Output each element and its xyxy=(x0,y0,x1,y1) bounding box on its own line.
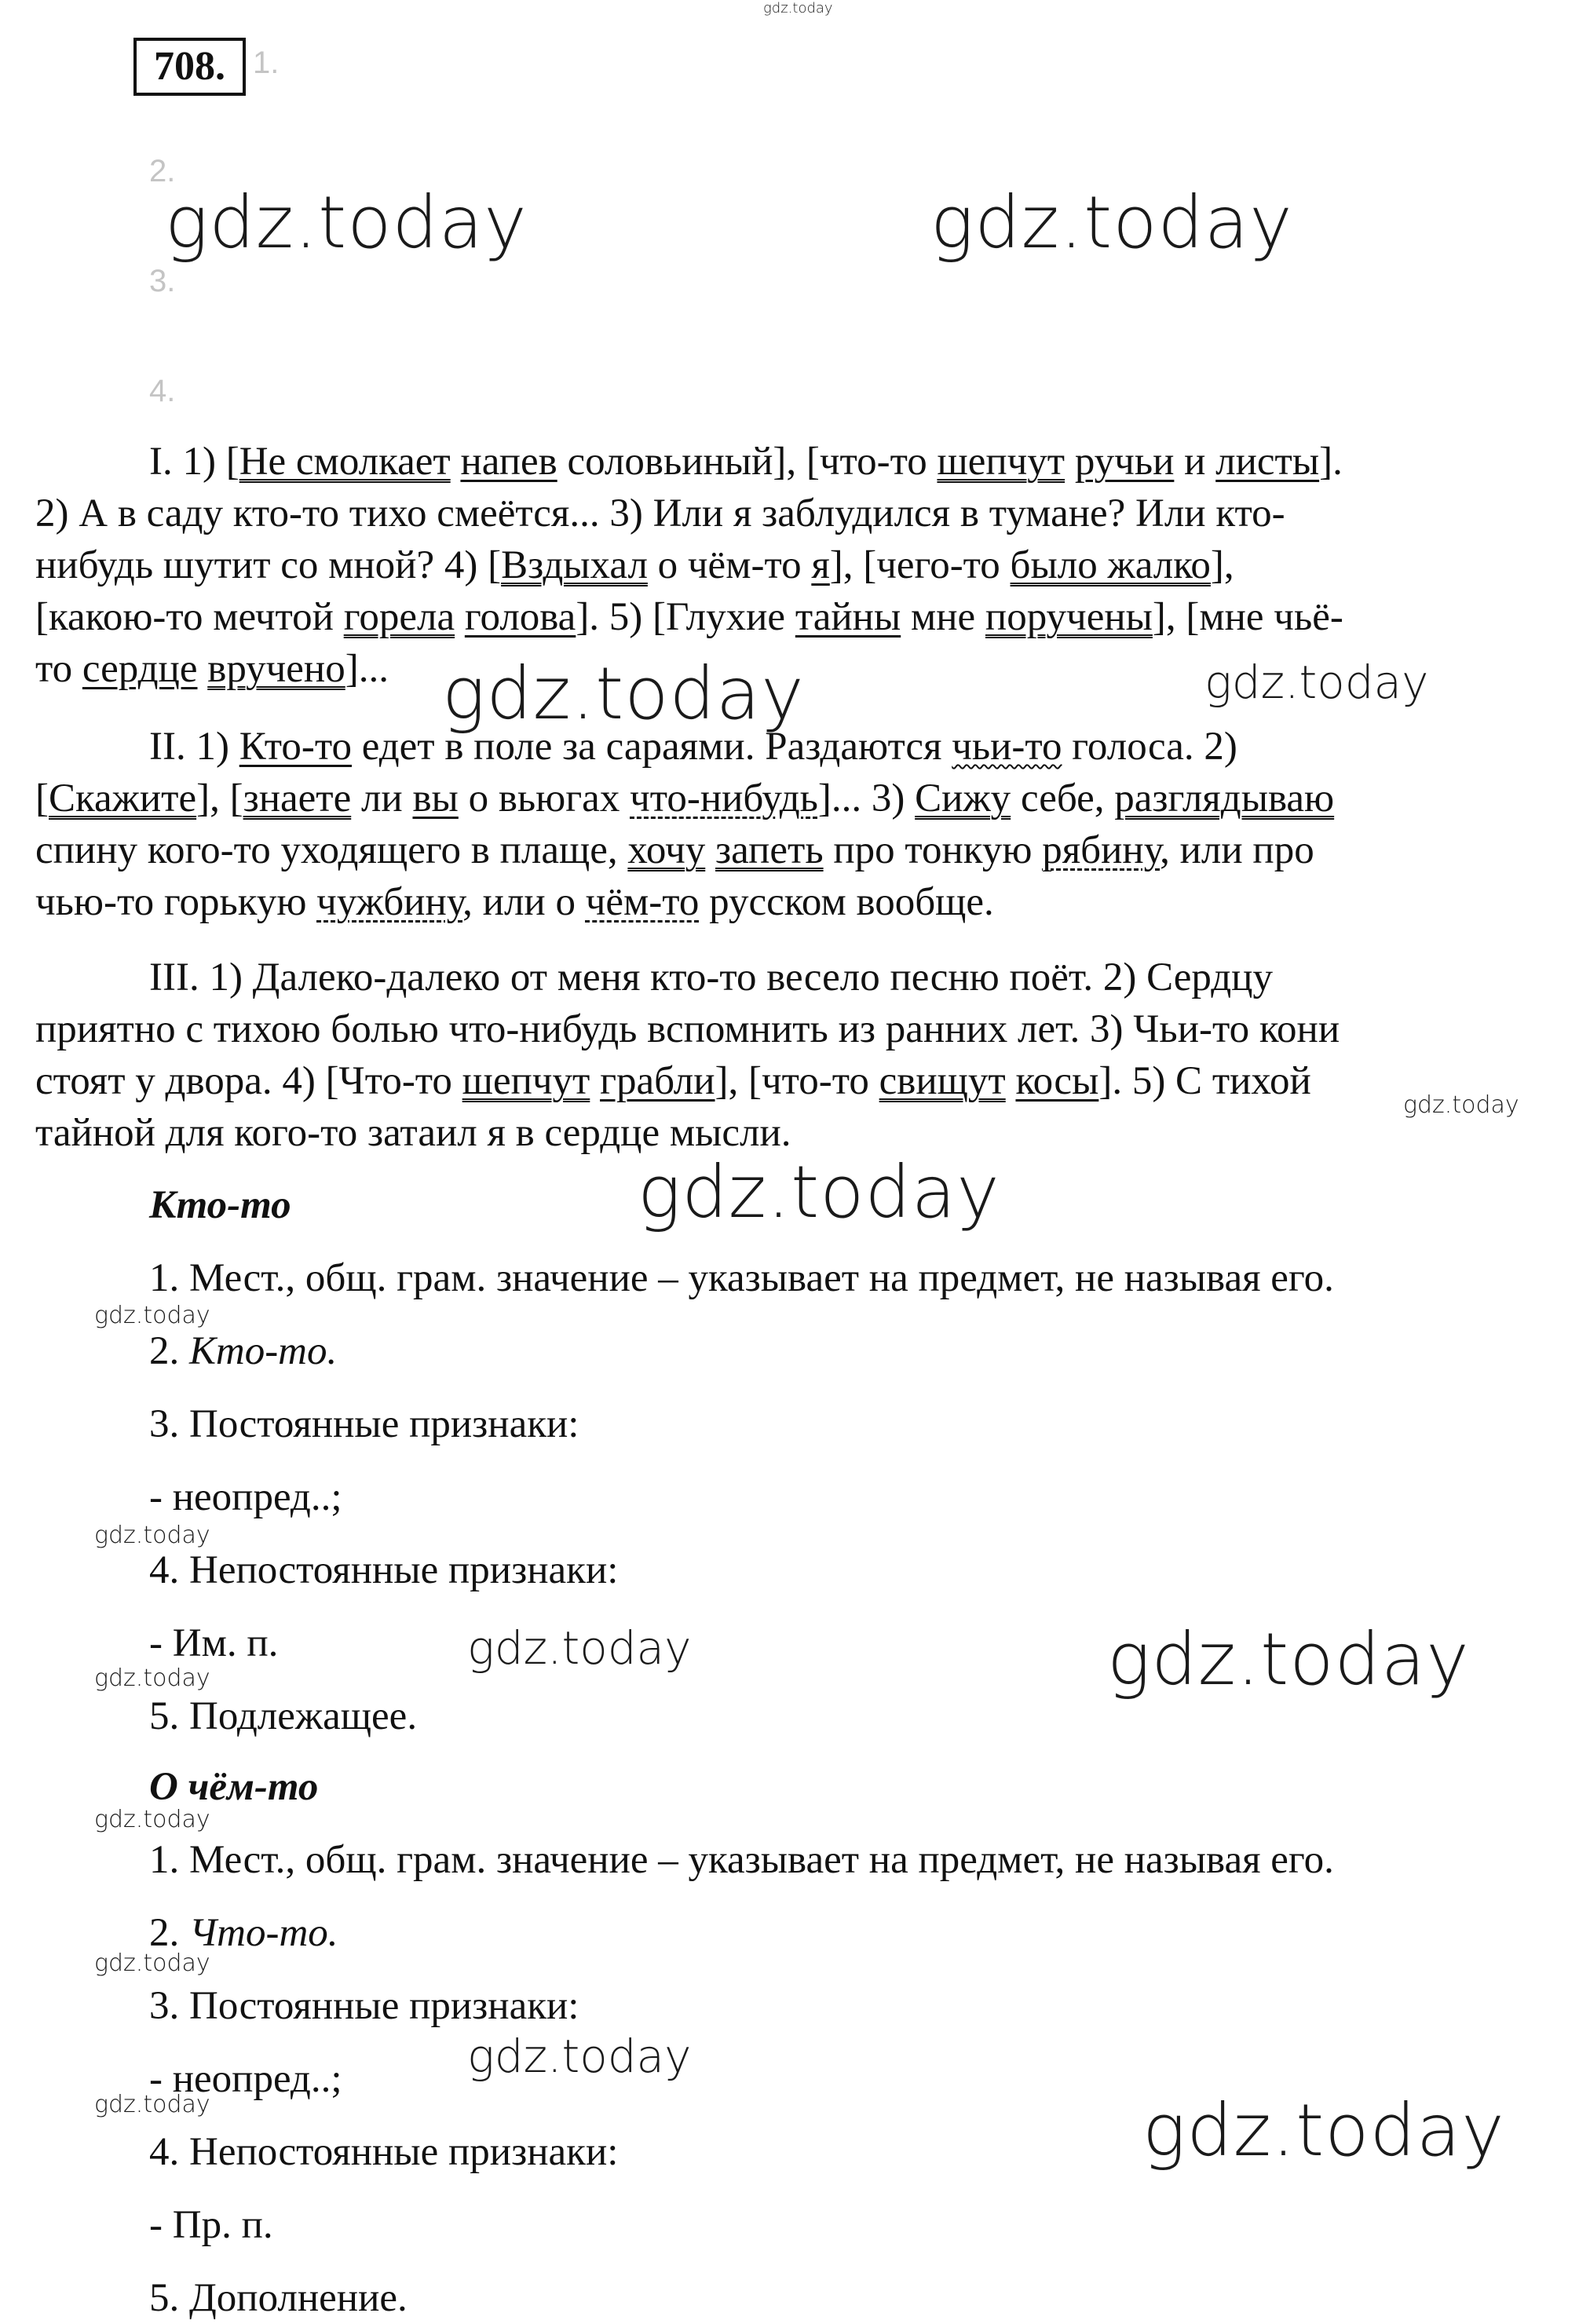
parse1-item-4-value: - Им. п. xyxy=(149,1621,279,1665)
s2-line-2: [Скажите], [знаете ли вы о вьюгах что-нибудь]... 3) Сижу себе, разглядываю xyxy=(35,776,1335,820)
watermark: gdz.today xyxy=(1204,656,1429,709)
watermark: gdz.today xyxy=(165,181,528,265)
watermark: gdz.today xyxy=(930,181,1293,265)
watermark: gdz.today xyxy=(94,2091,210,2118)
parse2-heading: О чём-то xyxy=(149,1765,319,1809)
faint-item-1: 1. xyxy=(253,46,280,80)
faint-item-2: 2. xyxy=(149,154,176,188)
watermark: gdz.today xyxy=(94,1522,210,1549)
parse1-item-5: 5. Подлежащее. xyxy=(149,1694,418,1738)
watermark: gdz.today xyxy=(638,1150,1000,1234)
parse2-item-3: 3. Постоянные признаки: xyxy=(149,1984,579,2028)
parse1-item-3-value: - неопред..; xyxy=(149,1475,342,1519)
watermark: gdz.today xyxy=(467,1621,692,1675)
s3-line-2: приятно с тихою болью что-нибудь вспомнить из ранних лет. 3) Чьи-то кони xyxy=(35,1007,1340,1051)
s1-line-3: нибудь шутит со мной? 4) [Вздыхал о чём-то я], [чего-то было жалко], xyxy=(35,543,1234,587)
parse2-item-5: 5. Дополнение. xyxy=(149,2276,408,2320)
watermark: gdz.today xyxy=(94,1664,210,1692)
watermark: gdz.today xyxy=(1107,1617,1470,1701)
parse1-item-1: 1. Мест., общ. грам. значение – указывает на предмет, не называя его. xyxy=(149,1256,1334,1300)
s3-line-3: стоят у двора. 4) [Что-то шепчут грабли], [что-то свищут косы]. 5) С тихой xyxy=(35,1059,1311,1103)
parse1-item-2: 2. Кто-то. xyxy=(149,1329,338,1373)
parse2-item-2: 2. Что-то. xyxy=(149,1911,338,1955)
watermark: gdz.today xyxy=(1403,1091,1519,1119)
watermark: gdz.today xyxy=(94,1302,210,1329)
s2-line-1: II. 1) Кто-то едет в поле за сараями. Раздаются чьи-то голоса. 2) xyxy=(149,725,1237,769)
watermark: gdz.today xyxy=(467,2030,692,2083)
s1-line-2: 2) А в саду кто-то тихо смеётся... 3) Или я заблудился в тумане? Или кто- xyxy=(35,491,1285,535)
s2-line-4: чью-то горькую чужбину, или о чём-то русском вообще. xyxy=(35,880,994,924)
s3-line-4: тайной для кого-то затаил я в сердце мысли. xyxy=(35,1111,791,1155)
watermark: gdz.today xyxy=(94,1949,210,1977)
parse2-item-4: 4. Непостоянные признаки: xyxy=(149,2130,619,2174)
s1-line-5: то сердце вручено]... xyxy=(35,647,389,691)
watermark: gdz.today xyxy=(442,652,805,736)
watermark: gdz.today xyxy=(94,1806,210,1833)
parse2-item-1: 1. Мест., общ. грам. значение – указывает на предмет, не называя его. xyxy=(149,1838,1334,1882)
exercise-number: 708. xyxy=(133,38,246,96)
s3-line-1: III. 1) Далеко-далеко от меня кто-то весело песню поёт. 2) Сердцу xyxy=(149,956,1273,999)
parse1-item-4: 4. Непостоянные признаки: xyxy=(149,1548,619,1592)
parse2-item-4-value: - Пр. п. xyxy=(149,2203,273,2247)
watermark: gdz.today xyxy=(1142,2088,1505,2172)
faint-item-3: 3. xyxy=(149,264,176,298)
s2-line-3: спину кого-то уходящего в плаще, хочу запеть про тонкую рябину, или про xyxy=(35,828,1314,872)
s1-line-4: [какою-то мечтой горела голова]. 5) [Глухие тайны мне поручены], [мне чьё- xyxy=(35,595,1343,639)
parse2-item-3-value: - неопред..; xyxy=(149,2057,342,2101)
s1-line-1: I. 1) [Не смолкает напев соловьиный], [что-то шепчут ручьи и листы]. xyxy=(149,440,1343,484)
faint-item-4: 4. xyxy=(149,374,176,408)
watermark: gdz.today xyxy=(763,0,833,16)
parse1-item-3: 3. Постоянные признаки: xyxy=(149,1402,579,1446)
parse1-heading: Кто-то xyxy=(149,1183,291,1227)
